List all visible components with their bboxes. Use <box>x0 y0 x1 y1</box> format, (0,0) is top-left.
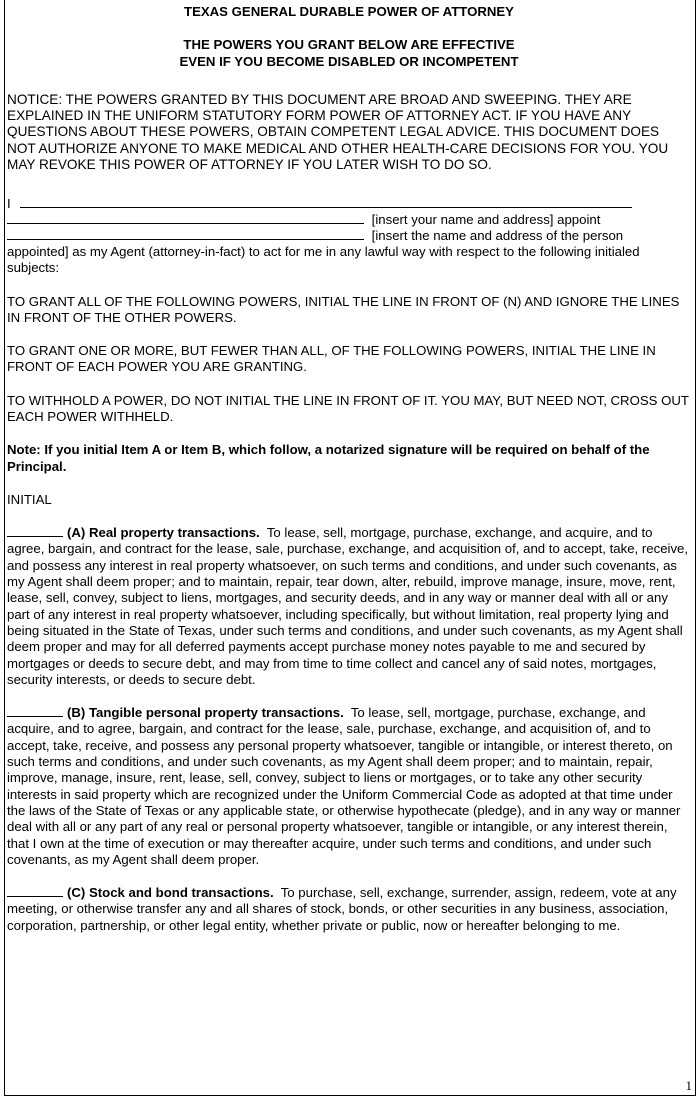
principal-line-row <box>7 196 691 212</box>
item-c-text: To purchase, sell, exchange, surrender, assign, redeem, vote at any meeting, or otherwise transfer any and all shares of stock, bonds, or other securities in any business, association, corporation, partnership, or other legal entity, whether private or public, now or hereafter belonging to me. <box>7 885 677 933</box>
initial-blank-c[interactable] <box>7 885 63 897</box>
document-title: TEXAS GENERAL DURABLE POWER OF ATTORNEY <box>184 4 514 19</box>
notarization-note: Note: If you initial Item A or Item B, which follow, a notarized signature will be required on behalf of the Principal. <box>7 442 650 474</box>
item-c-title: (C) Stock and bond transactions. <box>67 885 274 901</box>
initial-blank-b[interactable] <box>7 705 63 717</box>
subtitle-line-2: EVEN IF YOU BECOME DISABLED OR INCOMPETENT <box>179 53 519 69</box>
notice-paragraph: NOTICE: THE POWERS GRANTED BY THIS DOCUMENT ARE BROAD AND SWEEPING. THEY ARE EXPLAINED IN THE UNIFORM STATUTORY FORM POWER OF ATTORNEY ACT. IF YOU HAVE ANY QUESTIONS ABOUT THESE POWERS, OBTAIN COMPETENT LEGAL ADVICE. THIS DOCUMENT DOES NOT AUTHORIZE ANYONE TO MAKE MEDICAL AND OTHER HEALTH-CARE DECISIONS FOR YOU. YOU MAY REVOKE THIS POWER OF ATTORNEY IF YOU LATER WISH TO DO SO. <box>7 91 669 172</box>
subtitle-line-1: THE POWERS YOU GRANT BELOW ARE EFFECTIVE <box>183 37 515 53</box>
item-b-title: (B) Tangible personal property transactions. <box>67 705 344 721</box>
initial-label: INITIAL <box>7 491 52 507</box>
agent-hint-row <box>7 228 691 244</box>
instruction-withhold: TO WITHHOLD A POWER, DO NOT INITIAL THE LINE IN FRONT OF IT. YOU MAY, BUT NEED NOT, CROSS OUT EACH POWER WITHHELD. <box>7 392 689 424</box>
instruction-some: TO GRANT ONE OR MORE, BUT FEWER THAN ALL, OF THE FOLLOWING POWERS, INITIAL THE LINE IN FRONT OF EACH POWER YOU ARE GRANTING. <box>7 343 656 375</box>
principal-hint: [insert your name and address] appoint <box>371 211 601 227</box>
item-a-title: (A) Real property transactions. <box>67 525 260 541</box>
item-b <box>7 705 691 868</box>
agent-hint: [insert the name and address of the person <box>371 227 624 243</box>
grant-prefix: I <box>7 195 11 211</box>
page-number: 1 <box>685 1078 692 1093</box>
principal-address-blank[interactable] <box>7 212 364 224</box>
principal-name-blank[interactable] <box>20 196 632 208</box>
item-a-text: To lease, sell, mortgage, purchase, exchange, and acquire, and to agree, bargain, and contract for the lease, sale, purchase, exchange, and acquisition of, and to accept, take, receive, and possess any interest in real property whatsoever, on such terms and conditions, and under such covenants, as my Agent shall deem proper; and to maintain, repair, tear down, alter, rebuild, improve manage, insure, move, rent, lease, sell, convey, subject to liens, mortgages, and security deeds, and in any way or manner deal with all or any part of any interest in real property whatsoever, including specifically, but without limitation, real property lying and being situated in the State of Texas, under such terms and conditions, and under such covenants, as my Agent shall deem proper and may for all deferred payments accept purchase money notes payable to me and secured by mortgages or deeds to secure debt, and may from time to time collect and cancel any of said notes, mortgages, security interests, or deeds to secure debt. <box>7 525 689 687</box>
document-subtitle <box>7 37 691 70</box>
item-b-text: To lease, sell, mortgage, purchase, exchange, and acquire, and to agree, bargain, and contract for the lease, sale, purchase, exchange, and acquisition of, and to accept, take, receive, and possess any personal property whatsoever, tangible or intangible, or interest thereto, on such terms and conditions, and under such covenants, as my Agent shall deem proper; and to maintain, repair, improve, manage, insure, rent, lease, sell, convey, subject to liens or mortgages, or to take any other security interests in said property which are recognized under the Uniform Commercial Code as adopted at that time under the laws of the State of Texas or any applicable state, or otherwise hypothecate (pledge), and in any way or manner deal with all or any part of any real or personal property whatsoever, tangible or intangible, or any interest therein, that I own at the time of execution or may thereafter acquire, under such terms and conditions, and under such covenants, as my Agent shall deem proper. <box>7 705 681 867</box>
principal-hint-row <box>7 212 691 228</box>
agent-name-blank[interactable] <box>7 228 364 240</box>
initial-blank-a[interactable] <box>7 525 63 537</box>
item-a <box>7 525 691 688</box>
instruction-all: TO GRANT ALL OF THE FOLLOWING POWERS, INITIAL THE LINE IN FRONT OF (N) AND IGNORE THE LINES IN FRONT OF THE OTHER POWERS. <box>7 293 680 325</box>
grant-continuation: appointed] as my Agent (attorney-in-fact) to act for me in any lawful way with respect to the following initialed subjects: <box>7 243 640 276</box>
item-c <box>7 885 691 934</box>
document-body <box>7 4 691 934</box>
grant-section <box>7 196 691 277</box>
